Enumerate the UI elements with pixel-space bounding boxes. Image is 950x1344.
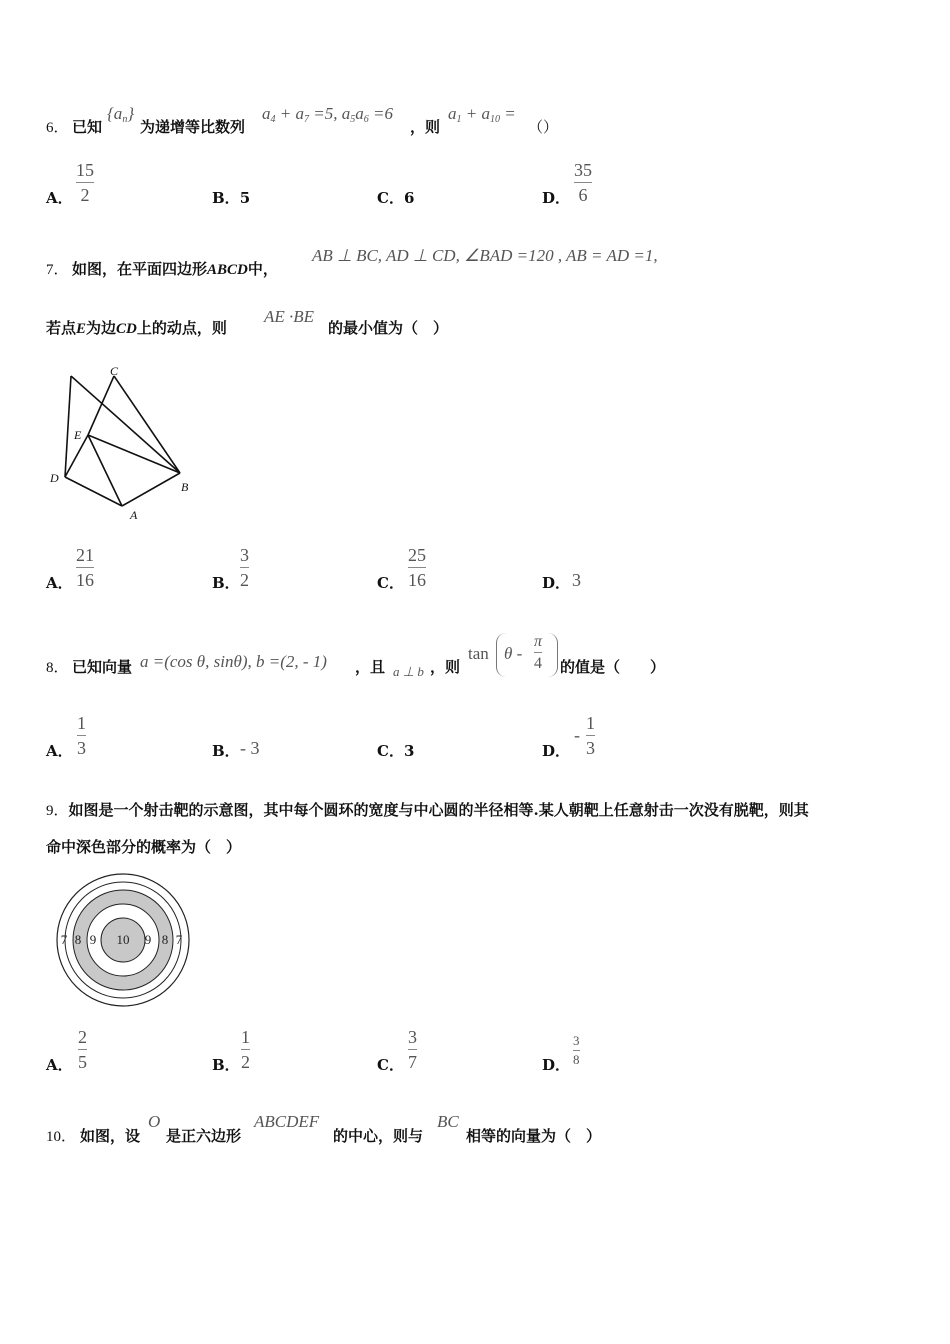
q7-option-b-fraction: 3 2: [240, 545, 249, 590]
shooting-target-figure: [55, 872, 191, 1008]
q9-line-2: 命中深色部分的概率为（ ）: [46, 838, 242, 856]
label-e: E: [74, 428, 82, 442]
q10-number: 10．: [46, 1129, 77, 1145]
q6-option-b: B．5: [212, 189, 251, 207]
q6-text-3: ，则: [410, 118, 441, 136]
q10-text-3: 的中心，则与: [333, 1127, 424, 1145]
q8-tan: tan: [468, 644, 489, 663]
q7-option-d-label: D．: [542, 574, 571, 592]
q6-condition: $a_4 + a_7 =5$, $a_5a_6 =6$: [262, 104, 393, 125]
label-7-right: 7: [175, 932, 183, 947]
q7-option-b-label: B．: [212, 574, 240, 592]
q7-expression: AE ·BE: [264, 307, 315, 326]
q9-option-c-label: C．: [377, 1056, 404, 1074]
label-8-left: 8: [74, 932, 82, 947]
q7-number: 7．: [46, 262, 69, 278]
q9-option-a-fraction: 2 5: [78, 1027, 87, 1072]
label-7-left: 7: [60, 932, 68, 947]
q7-option-d-value: 3: [572, 570, 581, 590]
q9-option-d-fraction: 3 8: [573, 1033, 580, 1067]
q8-pi-over-4: π 4: [534, 633, 543, 672]
q6-paren: （）: [528, 118, 559, 136]
quadrilateral-figure: [44, 362, 204, 527]
q7-option-c-fraction: 25 16: [408, 545, 426, 590]
q8-text-3: ，则: [430, 658, 461, 676]
q6-option-a-label: A．: [46, 189, 73, 207]
edge-cb: [71, 376, 180, 473]
label-c: C: [110, 364, 119, 378]
q7-text-2: 若点E为边CD上的动点，则: [46, 319, 227, 337]
q8-vectors: a =(cos θ, sinθ), b =(2, - 1): [140, 652, 327, 671]
q8-number: 8．: [46, 660, 69, 676]
q8-option-d-label: D．: [542, 742, 571, 760]
label-a: A: [130, 508, 138, 522]
q7-option-a-fraction: 21 16: [76, 545, 94, 590]
edge-ea: [88, 435, 122, 506]
q8-option-b-label: B．: [212, 742, 240, 760]
label-b: B: [181, 480, 189, 494]
edge-ab: [122, 473, 180, 506]
q6-option-d-fraction: 35 6: [574, 160, 592, 205]
q9-option-c-fraction: 3 7: [408, 1027, 417, 1072]
q9-option-a-label: A．: [46, 1056, 73, 1074]
q6-ask: $a_1 + a_{10}$ =: [448, 104, 516, 125]
q6-option-c: C．6: [377, 189, 415, 207]
q8-text-1: 已知向量: [72, 658, 133, 676]
q8-text-4: 的值是（ ）: [560, 658, 666, 676]
edge-da: [65, 477, 122, 506]
q9-line-1: 9．如图是一个射击靶的示意图，其中每个圆环的宽度与中心圆的半径相等.某人朝靶上任意射击一次没有脱靶，则其: [46, 801, 809, 819]
q8-option-d-fraction: 1 3: [586, 713, 595, 758]
q6-seq: $\{a_n\}$: [107, 104, 135, 125]
q6-number: 6．: [46, 120, 69, 136]
q6-option-a-fraction: 15 2: [76, 160, 94, 205]
q8-theta: θ -: [504, 644, 523, 663]
q8-option-a-fraction: 1 3: [77, 713, 86, 758]
q9-option-b-label: B．: [212, 1056, 240, 1074]
q6-text-1: 已知: [72, 118, 103, 136]
q8-option-d-sign: -: [574, 725, 580, 745]
q8-option-b-value: - 3: [240, 738, 260, 758]
q10-o: O: [148, 1112, 161, 1131]
edge-ce: [88, 376, 114, 435]
q10-text-2: 是正六边形: [166, 1127, 242, 1145]
q7-text-3: 的最小值为（ ）: [328, 319, 449, 337]
edge-cd: [65, 376, 71, 477]
edge-cb2: [114, 376, 180, 473]
q10-text-1: 如图，设: [80, 1127, 141, 1145]
q6-text-2: 为递增等比数列: [140, 118, 246, 136]
label-9-left: 9: [89, 932, 97, 947]
q10-hexagon: ABCDEF: [254, 1112, 320, 1131]
q7-condition: AB ⊥ BC, AD ⊥ CD, ∠BAD =120 , AB = AD =1,: [312, 246, 658, 265]
label-8-right: 8: [161, 932, 169, 947]
q7-text-1: 如图，在平面四边形ABCD中，: [72, 260, 278, 278]
q9-option-b-fraction: 1 2: [241, 1027, 250, 1072]
q8-option-c: C．3: [377, 742, 415, 760]
q8-perp: a ⊥ b: [393, 664, 424, 679]
label-10-center: 10: [116, 932, 130, 947]
q9-option-d-label: D．: [542, 1056, 571, 1074]
q6-option-d-label: D．: [542, 189, 571, 207]
label-9-right: 9: [144, 932, 152, 947]
q8-option-a-label: A．: [46, 742, 73, 760]
q10-text-4: 相等的向量为（ ）: [466, 1127, 602, 1145]
label-d: D: [50, 471, 59, 485]
q7-option-c-label: C．: [377, 574, 404, 592]
q8-text-2: ，且: [355, 658, 386, 676]
q7-option-a-label: A．: [46, 574, 73, 592]
q10-bc: BC: [437, 1112, 459, 1131]
